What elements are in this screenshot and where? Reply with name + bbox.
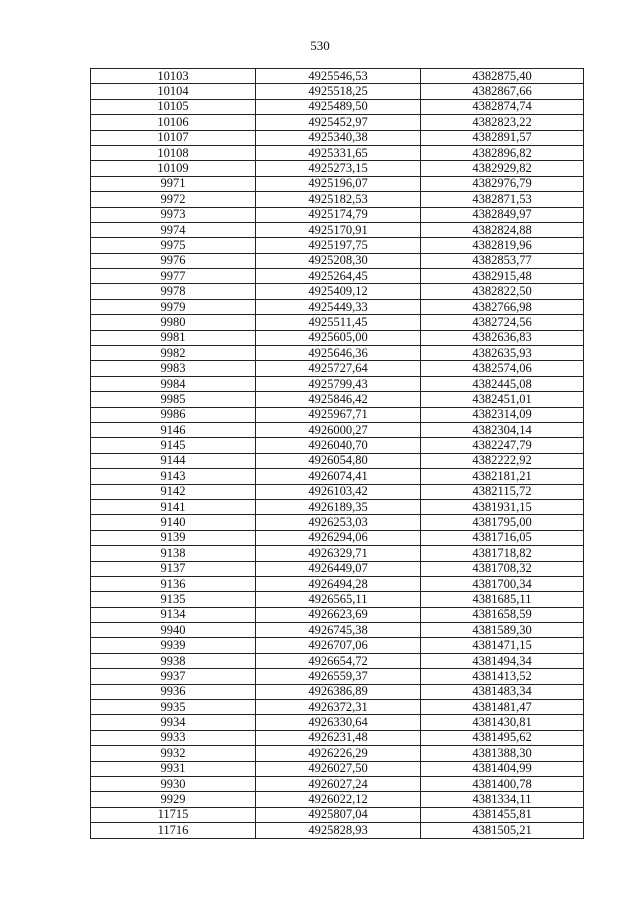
- table-row: [91, 84, 584, 99]
- table-row: [91, 684, 584, 699]
- y-coordinate-cell: 4381658,59: [421, 607, 584, 622]
- y-coordinate-cell: 4381481,47: [421, 700, 584, 715]
- x-coordinate-cell: 4926449,07: [256, 561, 421, 576]
- y-coordinate-cell: 4382929,82: [421, 161, 584, 176]
- y-coordinate-cell: 4381685,11: [421, 592, 584, 607]
- y-coordinate-cell: 4381334,11: [421, 792, 584, 807]
- table-row: [91, 469, 584, 484]
- y-coordinate-cell: 4381505,21: [421, 823, 584, 838]
- point-number-cell: 10103: [91, 69, 256, 84]
- y-coordinate-cell: 4381483,34: [421, 684, 584, 699]
- point-number-cell: 9937: [91, 669, 256, 684]
- y-coordinate-cell: 4382891,57: [421, 130, 584, 145]
- y-coordinate-cell: 4382849,97: [421, 207, 584, 222]
- point-number-cell: 9981: [91, 330, 256, 345]
- coordinates-table-body: [91, 69, 584, 839]
- table-row: [91, 346, 584, 361]
- point-number-cell: 9936: [91, 684, 256, 699]
- point-number-cell: 9135: [91, 592, 256, 607]
- point-number-cell: 9138: [91, 546, 256, 561]
- coordinates-table: [90, 68, 584, 839]
- point-number-cell: 9140: [91, 515, 256, 530]
- x-coordinate-cell: 4926040,70: [256, 438, 421, 453]
- table-row: [91, 715, 584, 730]
- table-row: [91, 238, 584, 253]
- point-number-cell: 9144: [91, 453, 256, 468]
- y-coordinate-cell: 4381589,30: [421, 623, 584, 638]
- point-number-cell: 9973: [91, 207, 256, 222]
- x-coordinate-cell: 4926103,42: [256, 484, 421, 499]
- table-row: [91, 484, 584, 499]
- y-coordinate-cell: 4381413,52: [421, 669, 584, 684]
- x-coordinate-cell: 4925727,64: [256, 361, 421, 376]
- y-coordinate-cell: 4382853,77: [421, 253, 584, 268]
- table-row: [91, 161, 584, 176]
- point-number-cell: 9932: [91, 746, 256, 761]
- point-number-cell: 10108: [91, 145, 256, 160]
- table-row: [91, 823, 584, 838]
- y-coordinate-cell: 4382445,08: [421, 376, 584, 391]
- x-coordinate-cell: 4926654,72: [256, 653, 421, 668]
- table-row: [91, 530, 584, 545]
- y-coordinate-cell: 4382451,01: [421, 392, 584, 407]
- table-row: [91, 253, 584, 268]
- x-coordinate-cell: 4926565,11: [256, 592, 421, 607]
- point-number-cell: 9134: [91, 607, 256, 622]
- point-number-cell: 9145: [91, 438, 256, 453]
- x-coordinate-cell: 4925511,45: [256, 315, 421, 330]
- point-number-cell: 9935: [91, 700, 256, 715]
- x-coordinate-cell: 4925174,79: [256, 207, 421, 222]
- y-coordinate-cell: 4381795,00: [421, 515, 584, 530]
- point-number-cell: 9934: [91, 715, 256, 730]
- x-coordinate-cell: 4925331,65: [256, 145, 421, 160]
- table-row: [91, 284, 584, 299]
- point-number-cell: 9137: [91, 561, 256, 576]
- point-number-cell: 9143: [91, 469, 256, 484]
- table-row: [91, 761, 584, 776]
- y-coordinate-cell: 4381430,81: [421, 715, 584, 730]
- x-coordinate-cell: 4926494,28: [256, 576, 421, 591]
- point-number-cell: 9986: [91, 407, 256, 422]
- table-row: [91, 207, 584, 222]
- x-coordinate-cell: 4925799,43: [256, 376, 421, 391]
- y-coordinate-cell: 4382823,22: [421, 115, 584, 130]
- y-coordinate-cell: 4381495,62: [421, 730, 584, 745]
- y-coordinate-cell: 4382314,09: [421, 407, 584, 422]
- table-row: [91, 515, 584, 530]
- table-row: [91, 807, 584, 822]
- page-number: 530: [310, 38, 330, 53]
- x-coordinate-cell: 4925518,25: [256, 84, 421, 99]
- point-number-cell: 9979: [91, 299, 256, 314]
- x-coordinate-cell: 4925273,15: [256, 161, 421, 176]
- x-coordinate-cell: 4925605,00: [256, 330, 421, 345]
- table-row: [91, 607, 584, 622]
- point-number-cell: 9971: [91, 176, 256, 191]
- y-coordinate-cell: 4382636,83: [421, 330, 584, 345]
- point-number-cell: 9984: [91, 376, 256, 391]
- y-coordinate-cell: 4382875,40: [421, 69, 584, 84]
- table-row: [91, 576, 584, 591]
- table-row: [91, 592, 584, 607]
- x-coordinate-cell: 4925967,71: [256, 407, 421, 422]
- table-row: [91, 222, 584, 237]
- x-coordinate-cell: 4926189,35: [256, 499, 421, 514]
- table-row: [91, 730, 584, 745]
- x-coordinate-cell: 4926054,80: [256, 453, 421, 468]
- point-number-cell: 9933: [91, 730, 256, 745]
- x-coordinate-cell: 4925170,91: [256, 222, 421, 237]
- table-row: [91, 407, 584, 422]
- point-number-cell: 10106: [91, 115, 256, 130]
- y-coordinate-cell: 4382574,06: [421, 361, 584, 376]
- y-coordinate-cell: 4381404,99: [421, 761, 584, 776]
- y-coordinate-cell: 4382181,21: [421, 469, 584, 484]
- table-row: [91, 269, 584, 284]
- table-row: [91, 746, 584, 761]
- x-coordinate-cell: 4926372,31: [256, 700, 421, 715]
- point-number-cell: 9978: [91, 284, 256, 299]
- x-coordinate-cell: 4926027,24: [256, 776, 421, 791]
- x-coordinate-cell: 4925197,75: [256, 238, 421, 253]
- y-coordinate-cell: 4381471,15: [421, 638, 584, 653]
- y-coordinate-cell: 4382222,92: [421, 453, 584, 468]
- table-row: [91, 130, 584, 145]
- point-number-cell: 9146: [91, 422, 256, 437]
- x-coordinate-cell: 4925208,30: [256, 253, 421, 268]
- y-coordinate-cell: 4382822,50: [421, 284, 584, 299]
- y-coordinate-cell: 4382874,74: [421, 99, 584, 114]
- x-coordinate-cell: 4925340,38: [256, 130, 421, 145]
- x-coordinate-cell: 4926253,03: [256, 515, 421, 530]
- point-number-cell: 11716: [91, 823, 256, 838]
- x-coordinate-cell: 4925264,45: [256, 269, 421, 284]
- y-coordinate-cell: 4382766,98: [421, 299, 584, 314]
- table-row: [91, 546, 584, 561]
- x-coordinate-cell: 4925646,36: [256, 346, 421, 361]
- x-coordinate-cell: 4925546,53: [256, 69, 421, 84]
- table-row: [91, 330, 584, 345]
- point-number-cell: 9142: [91, 484, 256, 499]
- y-coordinate-cell: 4381718,82: [421, 546, 584, 561]
- point-number-cell: 9929: [91, 792, 256, 807]
- point-number-cell: 9931: [91, 761, 256, 776]
- x-coordinate-cell: 4926027,50: [256, 761, 421, 776]
- point-number-cell: 9940: [91, 623, 256, 638]
- y-coordinate-cell: 4381494,34: [421, 653, 584, 668]
- point-number-cell: 9938: [91, 653, 256, 668]
- table-row: [91, 69, 584, 84]
- y-coordinate-cell: 4382976,79: [421, 176, 584, 191]
- x-coordinate-cell: 4925828,93: [256, 823, 421, 838]
- y-coordinate-cell: 4382824,88: [421, 222, 584, 237]
- table-row: [91, 438, 584, 453]
- y-coordinate-cell: 4381700,34: [421, 576, 584, 591]
- x-coordinate-cell: 4926707,06: [256, 638, 421, 653]
- x-coordinate-cell: 4925846,42: [256, 392, 421, 407]
- table-row: [91, 99, 584, 114]
- x-coordinate-cell: 4926231,48: [256, 730, 421, 745]
- table-row: [91, 499, 584, 514]
- y-coordinate-cell: 4382896,82: [421, 145, 584, 160]
- point-number-cell: 10107: [91, 130, 256, 145]
- x-coordinate-cell: 4926329,71: [256, 546, 421, 561]
- table-row: [91, 638, 584, 653]
- table-row: [91, 561, 584, 576]
- table-row: [91, 700, 584, 715]
- y-coordinate-cell: 4381455,81: [421, 807, 584, 822]
- y-coordinate-cell: 4381388,30: [421, 746, 584, 761]
- x-coordinate-cell: 4926623,69: [256, 607, 421, 622]
- x-coordinate-cell: 4926022,12: [256, 792, 421, 807]
- x-coordinate-cell: 4925807,04: [256, 807, 421, 822]
- y-coordinate-cell: 4381708,32: [421, 561, 584, 576]
- table-row: [91, 653, 584, 668]
- table-row: [91, 422, 584, 437]
- point-number-cell: 9983: [91, 361, 256, 376]
- x-coordinate-cell: 4925196,07: [256, 176, 421, 191]
- y-coordinate-cell: 4381400,78: [421, 776, 584, 791]
- point-number-cell: 9136: [91, 576, 256, 591]
- x-coordinate-cell: 4926745,38: [256, 623, 421, 638]
- x-coordinate-cell: 4925489,50: [256, 99, 421, 114]
- x-coordinate-cell: 4926330,64: [256, 715, 421, 730]
- table-row: [91, 361, 584, 376]
- x-coordinate-cell: 4925449,33: [256, 299, 421, 314]
- point-number-cell: 9141: [91, 499, 256, 514]
- table-row: [91, 299, 584, 314]
- point-number-cell: 9972: [91, 192, 256, 207]
- point-number-cell: 10104: [91, 84, 256, 99]
- table-row: [91, 392, 584, 407]
- point-number-cell: 9976: [91, 253, 256, 268]
- x-coordinate-cell: 4926226,29: [256, 746, 421, 761]
- table-row: [91, 145, 584, 160]
- y-coordinate-cell: 4381931,15: [421, 499, 584, 514]
- point-number-cell: 10109: [91, 161, 256, 176]
- y-coordinate-cell: 4381716,05: [421, 530, 584, 545]
- point-number-cell: 9939: [91, 638, 256, 653]
- y-coordinate-cell: 4382867,66: [421, 84, 584, 99]
- table-row: [91, 376, 584, 391]
- x-coordinate-cell: 4925452,97: [256, 115, 421, 130]
- y-coordinate-cell: 4382115,72: [421, 484, 584, 499]
- point-number-cell: 9974: [91, 222, 256, 237]
- x-coordinate-cell: 4925409,12: [256, 284, 421, 299]
- x-coordinate-cell: 4926000,27: [256, 422, 421, 437]
- table-row: [91, 453, 584, 468]
- x-coordinate-cell: 4926386,89: [256, 684, 421, 699]
- point-number-cell: 9977: [91, 269, 256, 284]
- point-number-cell: 9985: [91, 392, 256, 407]
- point-number-cell: 9975: [91, 238, 256, 253]
- y-coordinate-cell: 4382304,14: [421, 422, 584, 437]
- table-row: [91, 315, 584, 330]
- y-coordinate-cell: 4382635,93: [421, 346, 584, 361]
- x-coordinate-cell: 4925182,53: [256, 192, 421, 207]
- table-row: [91, 776, 584, 791]
- point-number-cell: 9930: [91, 776, 256, 791]
- y-coordinate-cell: 4382871,53: [421, 192, 584, 207]
- point-number-cell: 9139: [91, 530, 256, 545]
- table-row: [91, 176, 584, 191]
- y-coordinate-cell: 4382724,56: [421, 315, 584, 330]
- y-coordinate-cell: 4382915,48: [421, 269, 584, 284]
- point-number-cell: 9980: [91, 315, 256, 330]
- point-number-cell: 11715: [91, 807, 256, 822]
- table-row: [91, 192, 584, 207]
- point-number-cell: 10105: [91, 99, 256, 114]
- y-coordinate-cell: 4382819,96: [421, 238, 584, 253]
- y-coordinate-cell: 4382247,79: [421, 438, 584, 453]
- x-coordinate-cell: 4926074,41: [256, 469, 421, 484]
- table-row: [91, 669, 584, 684]
- x-coordinate-cell: 4926559,37: [256, 669, 421, 684]
- table-row: [91, 623, 584, 638]
- x-coordinate-cell: 4926294,06: [256, 530, 421, 545]
- point-number-cell: 9982: [91, 346, 256, 361]
- table-row: [91, 792, 584, 807]
- table-row: [91, 115, 584, 130]
